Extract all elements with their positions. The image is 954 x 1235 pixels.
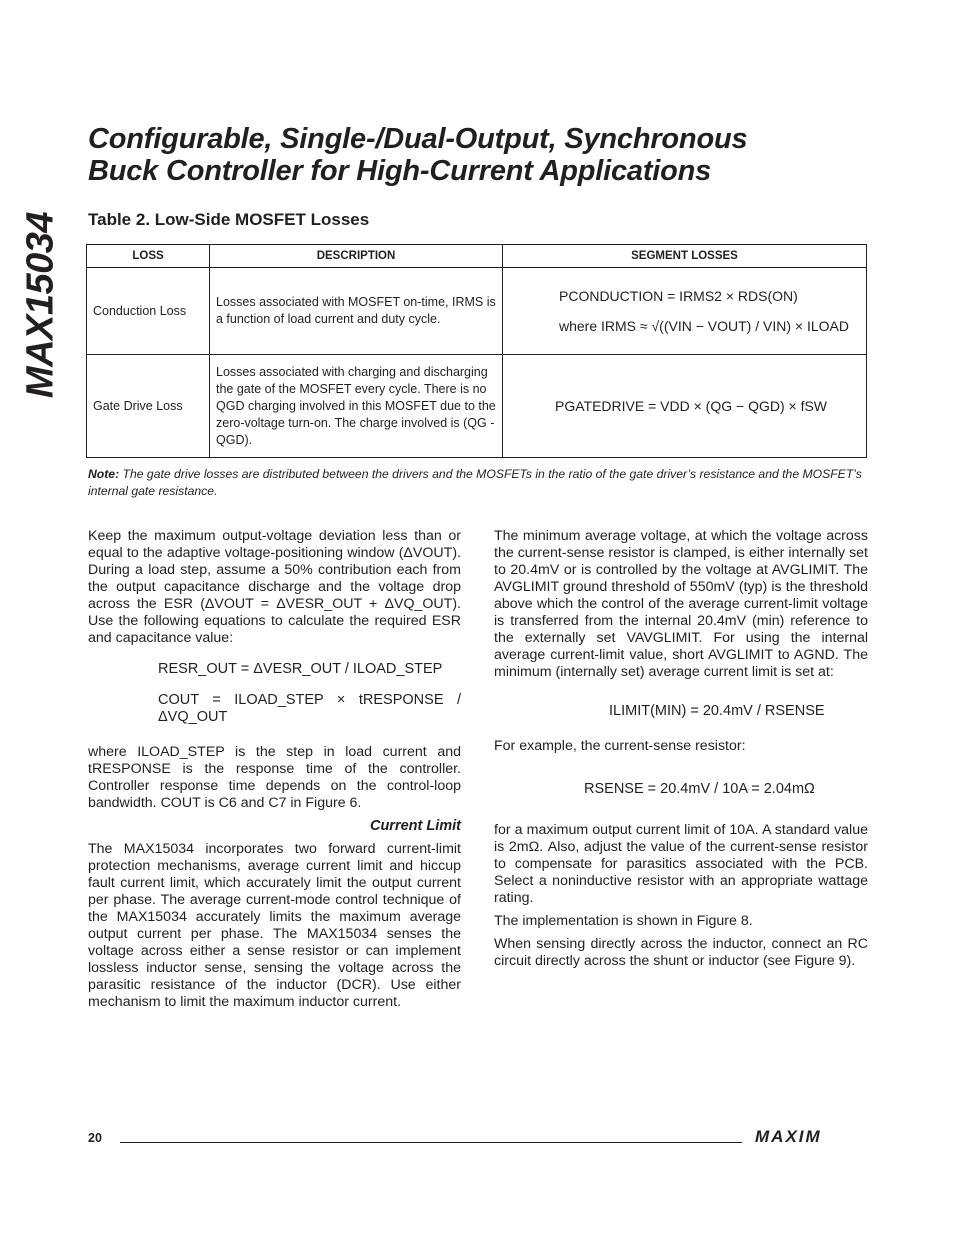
note-text: The gate drive losses are distributed between the drivers and the MOSFETs in the ratio of the gate driver’s resistance and the MOSFET’s internal gate resistance.: [88, 467, 862, 498]
loss-name: Gate Drive Loss: [87, 355, 210, 458]
paragraph: The minimum average voltage, at which the voltage across the current-sense resistor is clamped, is either internally set to 20.4mV or is controlled by the voltage at AVGLIMIT. The AVGLIMIT ground threshold of 550mV (typ) is the threshold above which the control of the average current-limit voltage is transferred from the internal 20.4mV (min) reference to the externally set VAVGLIMIT. For using the internal average current-limit value, short AVGLIMIT to AGND. The minimum (internally set) average current limit is set at:: [494, 528, 868, 680]
paragraph: Keep the maximum output-voltage deviation less than or equal to the adaptive voltage-positioning window (ΔVOUT). During a load step, assume a 50% contribution each from the output capacitance discharge and the voltage drop across the ESR (ΔVOUT = ΔVESR_OUT + ΔVQ_OUT). Use the following equations to calculate the required ESR and capacitance value:: [88, 528, 461, 646]
mosfet-losses-table: [86, 244, 867, 458]
ilimit-formula: ILIMIT(MIN) = 20.4mV / RSENSE: [609, 703, 825, 719]
irms-equation: where IRMS ≈ √((VIN − VOUT) / VIN) × ILOAD: [559, 318, 849, 334]
right-column: [494, 528, 868, 976]
left-column: [88, 528, 461, 1017]
row1-description: Losses associated with MOSFET on-time, IRMS is a function of load current and duty cycle.: [216, 295, 496, 326]
loss-description: Losses associated with charging and discharging the gate of the MOSFET every cycle. There is no QGD charging involved in this MOSFET due to the zero-voltage turn-on. The charge involved is (QG - QGD).: [210, 355, 503, 458]
paragraph: For example, the current-sense resistor:: [494, 738, 746, 754]
table-header-loss: LOSS: [87, 245, 210, 268]
maxim-logo: [755, 1128, 865, 1144]
table-note: [88, 466, 868, 500]
table-header-segment-losses: SEGMENT LOSSES: [503, 245, 867, 268]
section-heading: Current Limit: [369, 818, 461, 834]
note-label: Note:: [88, 467, 120, 481]
table-row: [87, 355, 867, 458]
paragraph: The MAX15034 incorporates two forward current-limit protection mechanisms, average current limit and hiccup fault current limit, which accurately limit the output current per phase. The average current-mode control technique of the MAX15034 accurately limits the maximum average output current per phase. The MAX15034 senses the voltage across either a sense resistor or can implement lossless inductor sense, sensing the voltage across the parasitic resistance of the inductor (DCR). Use either mechanism to limit the maximum inductor current.: [88, 841, 461, 1010]
segment-loss-cell: [503, 268, 867, 355]
conduction-equation: PCONDUCTION = IRMS2 × RDS(ON): [559, 288, 798, 304]
title-line-2: Buck Controller for High-Current Applications: [88, 155, 712, 187]
esr-formula: RESR_OUT = ΔVESR_OUT / ILOAD_STEP: [158, 661, 443, 677]
paragraph: The implementation is shown in Figure 8.: [494, 913, 753, 929]
side-part-number: MAX15034: [19, 211, 62, 398]
footer-rule: [120, 1142, 742, 1143]
loss-name: Conduction Loss: [87, 268, 210, 355]
page-number: 20: [88, 1131, 102, 1145]
segment-loss-cell: [503, 355, 867, 458]
document-title: [88, 123, 888, 187]
paragraph: When sensing directly across the inductor, connect an RC circuit directly across the shunt or inductor (see Figure 9).: [494, 936, 868, 969]
table-row: [87, 268, 867, 355]
gate-drive-equation: PGATEDRIVE = VDD × (QG − QGD) × fSW: [555, 398, 828, 414]
table-title: Table 2. Low-Side MOSFET Losses: [88, 210, 370, 229]
paragraph: where ILOAD_STEP is the step in load current and tRESPONSE is the response time of the controller. Controller response time depends on the control-loop bandwidth. COUT is C6 and C7 in Figure 6.: [88, 744, 461, 811]
table-header-description: DESCRIPTION: [210, 245, 503, 268]
cout-formula: COUT = ILOAD_STEP × tRESPONSE / ΔVQ_OUT: [158, 692, 461, 725]
loss-description: [210, 268, 503, 355]
logo-text: MAXIM: [755, 1128, 822, 1144]
rsense-formula: RSENSE = 20.4mV / 10A = 2.04mΩ: [584, 781, 815, 797]
title-line-1: Configurable, Single-/Dual-Output, Synchronous: [88, 123, 748, 155]
paragraph: for a maximum output current limit of 10A. A standard value is 2mΩ. Also, adjust the value of the current-sense resistor to compensate for parasitics associated with the PCB. Select a noninductive resistor with an appropriate wattage rating.: [494, 822, 868, 906]
